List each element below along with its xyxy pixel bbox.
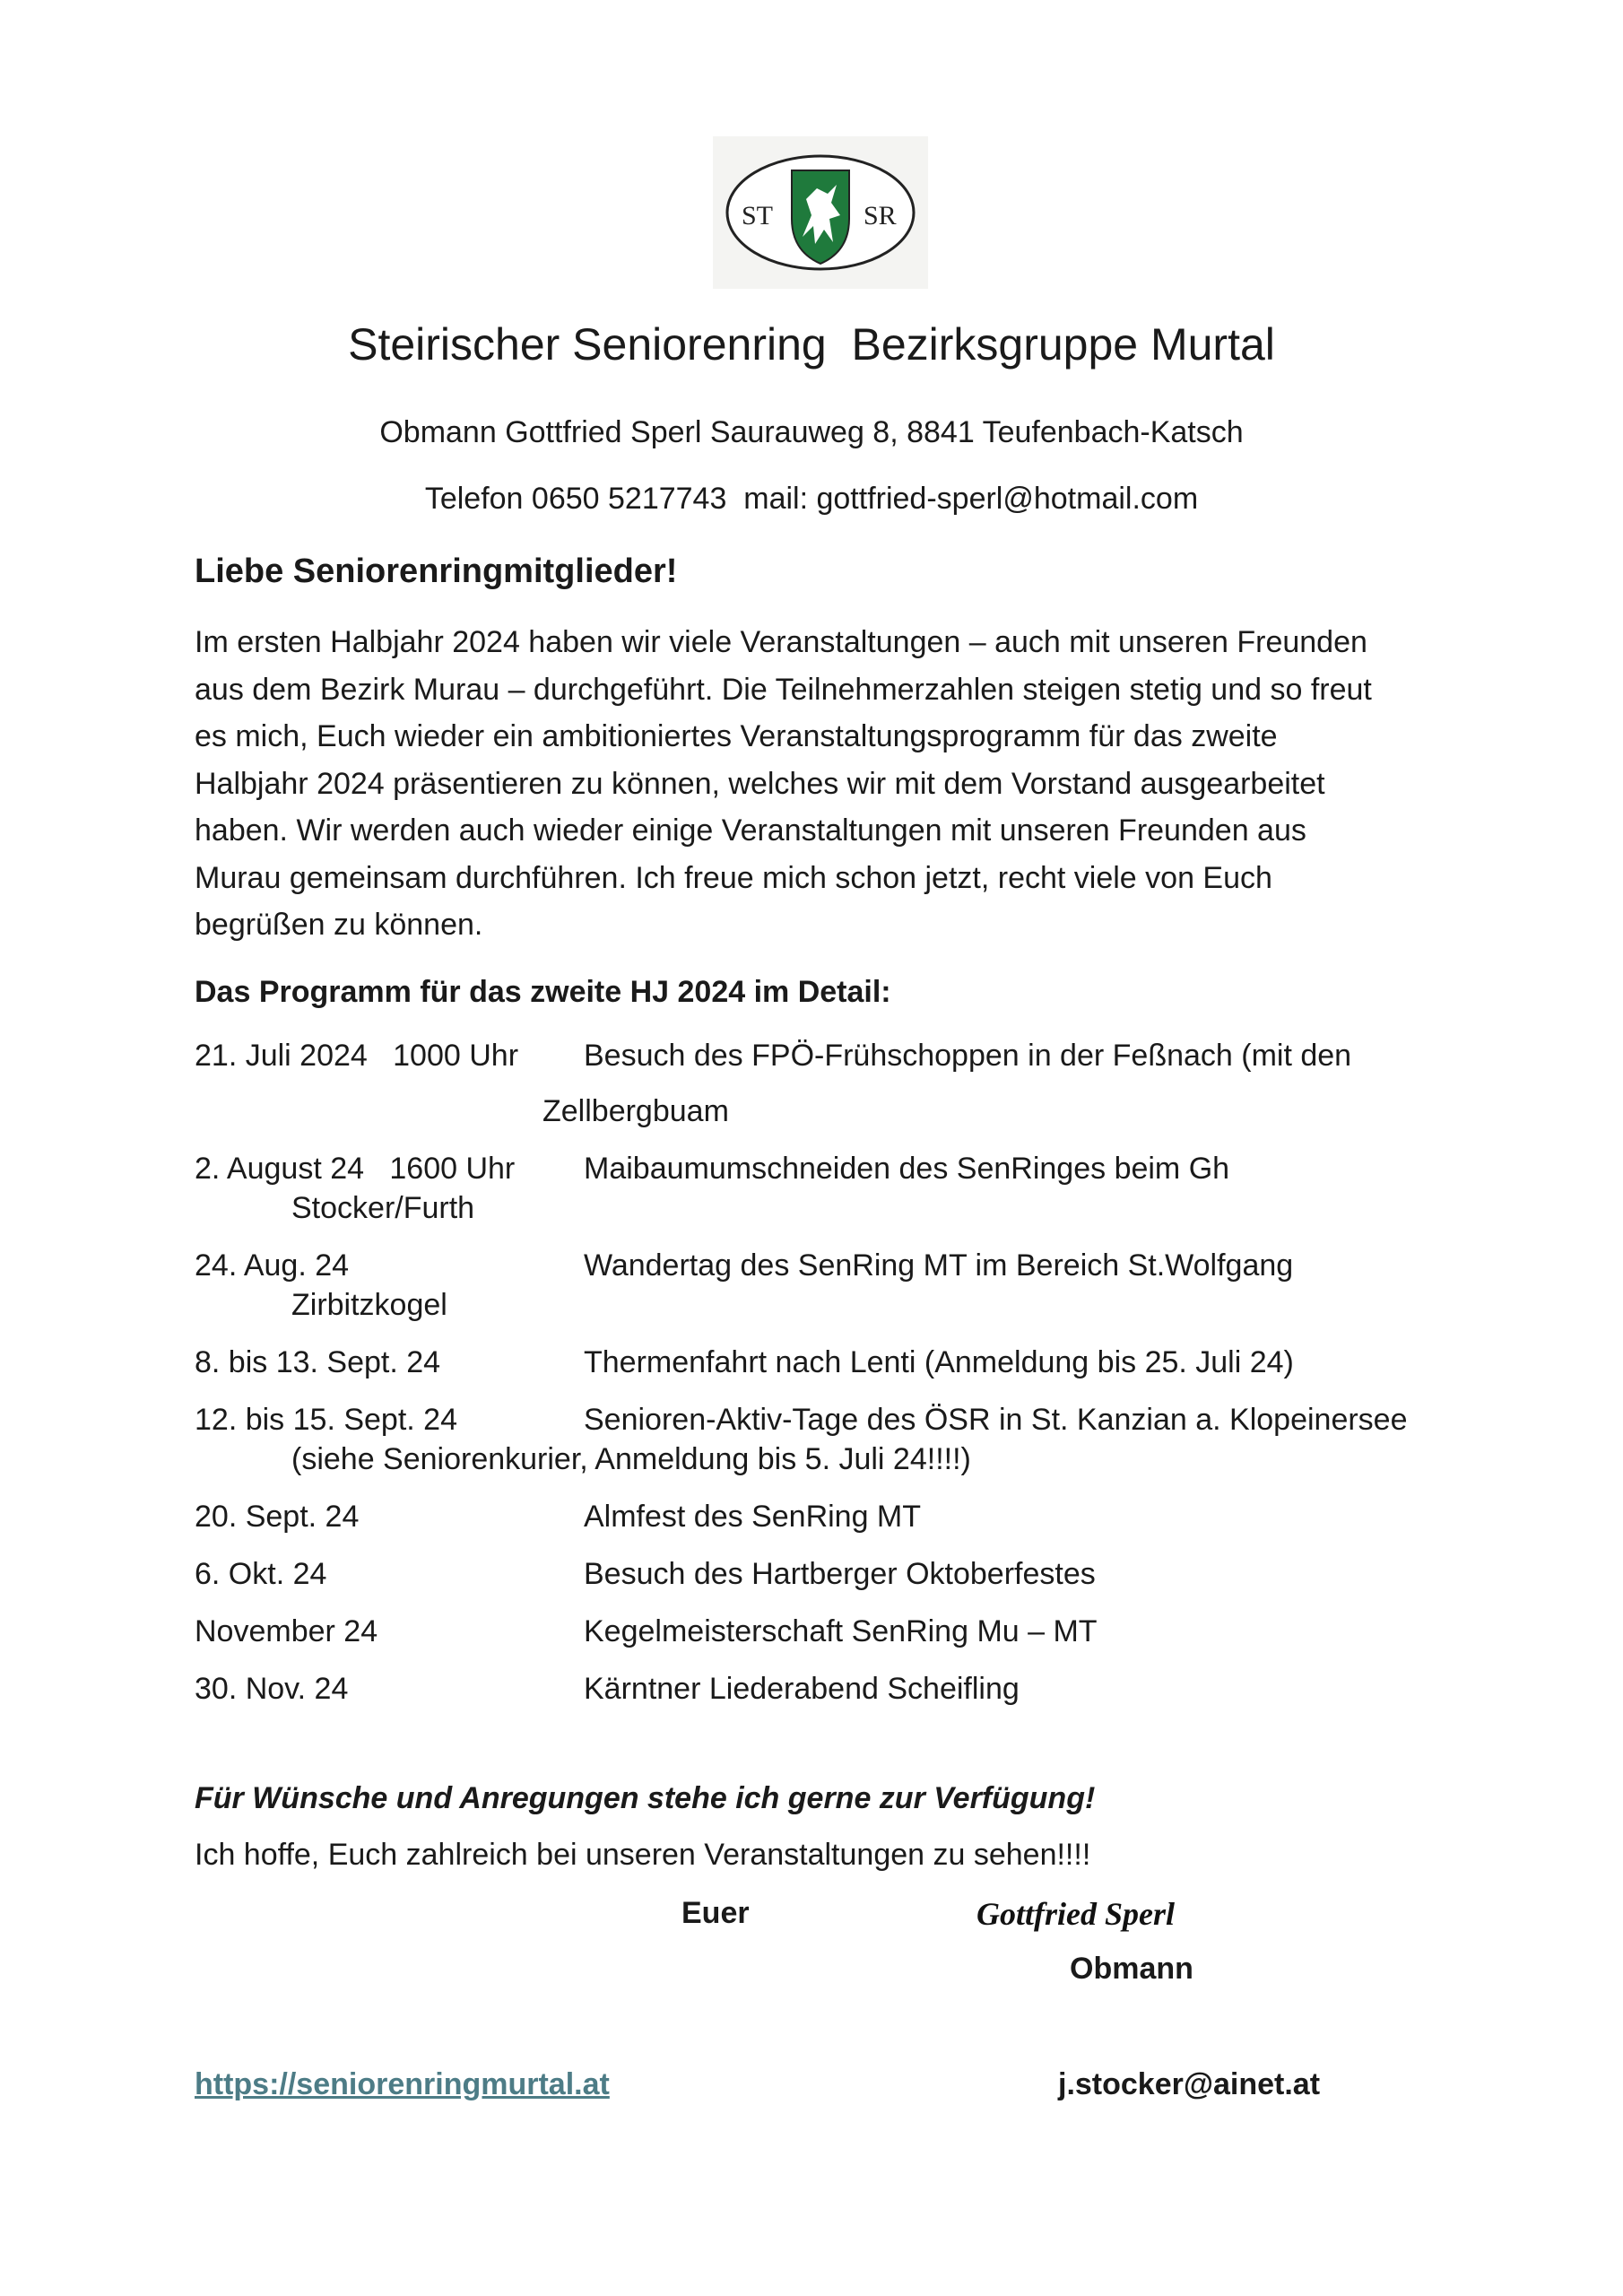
event-date: November 24 bbox=[195, 1614, 378, 1648]
website-link[interactable]: https://seniorenringmurtal.at bbox=[195, 2067, 610, 2101]
event-row bbox=[195, 1612, 1450, 1651]
event-date: 8. bis 13. Sept. 24 bbox=[195, 1345, 441, 1379]
event-continuation: Stocker/Furth bbox=[291, 1191, 475, 1225]
event-description: Thermenfahrt nach Lenti (Anmeldung bis 25. Juli 24) bbox=[584, 1345, 1294, 1379]
closing-offer: Für Wünsche und Anregungen stehe ich gerne zur Verfügung! bbox=[195, 1781, 1096, 1815]
event-description: Wandertag des SenRing MT im Bereich St.Wolfgang bbox=[584, 1248, 1294, 1283]
event-row bbox=[195, 1669, 1450, 1709]
intro-line: Murau gemeinsam durchführen. Ich freue mich schon jetzt, recht viele von Euch bbox=[195, 860, 1272, 895]
closing-euer: Euer bbox=[681, 1896, 750, 1930]
event-continuation: Zirbitzkogel bbox=[291, 1288, 447, 1322]
event-description: Besuch des FPÖ-Frühschoppen in der Feßnach (mit den bbox=[584, 1039, 1352, 1073]
event-row bbox=[195, 1497, 1450, 1536]
event-date: 2. August 24 1600 Uhr bbox=[195, 1152, 516, 1186]
event-continuation: Zellbergbuam bbox=[542, 1094, 729, 1128]
event-date: 24. Aug. 24 bbox=[195, 1248, 350, 1283]
event-row bbox=[195, 1400, 1450, 1476]
address-line: Obmann Gottfried Sperl Saurauweg 8, 8841 Teufenbach-Katsch bbox=[379, 415, 1244, 449]
event-row bbox=[195, 1343, 1450, 1382]
event-date: 30. Nov. 24 bbox=[195, 1672, 349, 1706]
intro-line: Im ersten Halbjahr 2024 haben wir viele Veranstaltungen – auch mit unseren Freunden bbox=[195, 625, 1367, 659]
event-row bbox=[195, 1036, 1450, 1128]
intro-line: haben. Wir werden auch wieder einige Veranstaltungen mit unseren Freunden aus bbox=[195, 813, 1306, 848]
event-description: Almfest des SenRing MT bbox=[584, 1500, 922, 1534]
intro-line: begrüßen zu können. bbox=[195, 908, 483, 942]
logo-left-text: ST bbox=[742, 201, 774, 230]
page-title: Steirischer Seniorenring Bezirksgruppe Murtal bbox=[348, 319, 1275, 370]
program-heading: Das Programm für das zweite HJ 2024 im Detail: bbox=[195, 975, 891, 1009]
event-description: Besuch des Hartberger Oktoberfestes bbox=[584, 1557, 1096, 1591]
event-description: Kärntner Liederabend Scheifling bbox=[584, 1672, 1020, 1706]
greeting-heading: Liebe Seniorenringmitglieder! bbox=[195, 552, 678, 590]
signer-role: Obmann bbox=[1070, 1952, 1193, 1986]
event-date: 6. Okt. 24 bbox=[195, 1557, 327, 1591]
intro-line: Halbjahr 2024 präsentieren zu können, welches wir mit dem Vorstand ausgearbeitet bbox=[195, 766, 1325, 801]
intro-line: aus dem Bezirk Murau – durchgeführt. Die Teilnehmerzahlen steigen stetig und so freut bbox=[195, 672, 1372, 707]
signature-text: Gottfried Sperl bbox=[976, 1896, 1175, 1932]
intro-line: es mich, Euch wieder ein ambitioniertes Veranstaltungsprogramm für das zweite bbox=[195, 719, 1278, 753]
handwritten-signature bbox=[973, 1891, 1269, 1935]
event-date: 20. Sept. 24 bbox=[195, 1500, 360, 1534]
event-row bbox=[195, 1246, 1450, 1322]
event-description: Kegelmeisterschaft SenRing Mu – MT bbox=[584, 1614, 1098, 1648]
seniorenring-logo bbox=[713, 136, 928, 289]
closing-line: Ich hoffe, Euch zahlreich bei unseren Veranstaltungen zu sehen!!!! bbox=[195, 1838, 1091, 1872]
contact-line: Telefon 0650 5217743 mail: gottfried-sperl@hotmail.com bbox=[424, 482, 1199, 516]
event-row bbox=[195, 1554, 1450, 1594]
event-row bbox=[195, 1149, 1450, 1225]
footer-email: j.stocker@ainet.at bbox=[1058, 2067, 1321, 2101]
event-description: Senioren-Aktiv-Tage des ÖSR in St. Kanzian a. Klopeinersee bbox=[584, 1403, 1408, 1437]
event-date: 21. Juli 2024 1000 Uhr bbox=[195, 1039, 519, 1073]
event-description: Maibaumumschneiden des SenRinges beim Gh bbox=[584, 1152, 1230, 1186]
logo-right-text: SR bbox=[864, 201, 897, 230]
event-date: 12. bis 15. Sept. 24 bbox=[195, 1403, 457, 1437]
event-continuation: (siehe Seniorenkurier, Anmeldung bis 5. Juli 24!!!!) bbox=[291, 1442, 971, 1476]
intro-paragraph bbox=[195, 619, 1450, 949]
